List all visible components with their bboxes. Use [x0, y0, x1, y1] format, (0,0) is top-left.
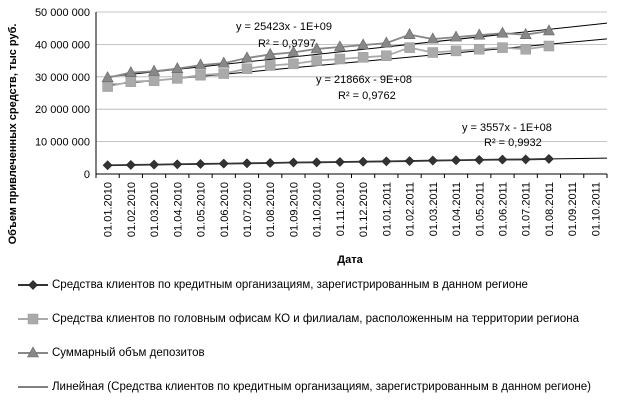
x-tick-label: 01.10.2010 [311, 182, 324, 238]
data-point-s1 [172, 73, 182, 83]
legend-label: Линейная (Средства клиентов по кредитным организациям, зарегистрированным в данном регионе) [52, 381, 591, 393]
data-point-s0 [196, 159, 205, 168]
data-point-s0 [521, 155, 530, 164]
legend-label: Средства клиентов по головным офисам КО и филиалам, расположенным на территории региона [52, 313, 580, 325]
y-tick-label: 20 000 000 [34, 104, 90, 117]
data-point-s1 [521, 44, 531, 54]
x-tick-label: 01.07.2010 [241, 182, 254, 238]
data-point-s1 [544, 41, 554, 51]
legend-item [18, 268, 623, 302]
data-point-s0 [219, 159, 228, 168]
trend-r-squared: R² = 0,9762 [338, 90, 396, 102]
x-tick-label: 01.05.2010 [195, 181, 208, 238]
data-point-s0 [312, 158, 321, 167]
data-point-s1 [451, 46, 461, 56]
legend-swatch [18, 278, 48, 292]
y-tick-label: 30 000 000 [34, 71, 90, 84]
x-tick-label: 01.12.2010 [358, 182, 371, 238]
x-tick-label: 01.04.2011 [451, 181, 464, 237]
data-point-s0 [452, 156, 461, 165]
x-tick-label: 01.07.2011 [520, 182, 533, 237]
data-point-s0 [498, 155, 507, 164]
x-tick-label: 01.02.2010 [125, 182, 138, 238]
data-point-s1 [497, 43, 507, 53]
legend [18, 268, 623, 404]
y-tick-label: 40 000 000 [34, 39, 90, 52]
data-point-s1 [196, 70, 206, 80]
legend-swatch [18, 312, 48, 326]
y-tick-label: 50 000 000 [34, 7, 90, 19]
data-point-s1 [126, 77, 136, 87]
x-tick-label: 01.08.2011 [543, 182, 556, 237]
trend-r-squared: R² = 0,9932 [484, 137, 542, 149]
x-tick-label: 01.01.2011 [381, 182, 394, 237]
data-point-s0 [266, 158, 275, 167]
data-point-s1 [474, 44, 484, 54]
y-axis-title: Объем привлеченных средств, тыс руб. [7, 23, 19, 245]
x-axis-title: Дата [337, 254, 363, 266]
data-point-s1 [335, 54, 345, 64]
data-point-s1 [358, 52, 368, 62]
data-point-s0 [242, 159, 251, 168]
x-tick-label: 01.04.2010 [172, 182, 185, 238]
legend-swatch [18, 346, 48, 360]
legend-marker [29, 281, 38, 290]
x-tick-label: 01.03.2011 [427, 182, 440, 237]
y-tick-label: 0 [83, 169, 90, 181]
data-point-s0 [103, 161, 112, 170]
trend-equation: y = 21866x - 9E+08 [316, 74, 413, 86]
x-tick-label: 01.10.2011 [590, 182, 603, 237]
data-point-s0 [475, 155, 484, 164]
legend-label: Средства клиентов по кредитным организациям, зарегистрированным в данном регионе [52, 279, 528, 291]
data-point-s0 [126, 160, 135, 169]
data-point-s1 [219, 69, 229, 79]
trend-r-squared: R² = 0,9797 [258, 38, 316, 50]
data-point-s1 [103, 82, 113, 92]
data-point-s0 [150, 160, 159, 169]
data-point-s2 [497, 27, 508, 37]
y-tick-label: 10 000 000 [34, 136, 90, 149]
x-tick-label: 01.06.2011 [497, 182, 510, 237]
data-point-s0 [173, 160, 182, 169]
trend-equation: y = 25423x - 1E+09 [236, 21, 333, 33]
data-point-s1 [312, 56, 322, 66]
x-tick-label: 01.05.2011 [474, 182, 487, 237]
data-point-s0 [289, 158, 298, 167]
data-point-s1 [265, 60, 275, 70]
data-point-s1 [405, 43, 415, 53]
data-point-s1 [242, 64, 252, 74]
x-tick-label: 01.08.2010 [265, 182, 278, 238]
x-tick-label: 01.01.2010 [102, 182, 115, 238]
data-point-s0 [382, 157, 391, 166]
data-point-s1 [428, 48, 438, 58]
x-tick-label: 01.11.2010 [334, 182, 347, 237]
legend-item [18, 302, 623, 336]
x-tick-label: 01.06.2010 [218, 182, 231, 238]
x-tick-label: 01.09.2010 [288, 182, 301, 238]
legend-label: Суммарный объм депозитов [52, 347, 205, 359]
x-tick-label: 01.03.2010 [149, 182, 162, 238]
trend-equation: y = 3557x - 1E+08 [462, 122, 552, 134]
legend-item [18, 336, 623, 370]
data-point-s0 [335, 158, 344, 167]
data-point-s0 [359, 157, 368, 166]
x-tick-label: 01.09.2011 [567, 182, 580, 237]
legend-marker [28, 314, 38, 324]
data-point-s1 [381, 51, 391, 61]
legend-item [18, 370, 623, 404]
data-point-s2 [404, 29, 415, 39]
data-point-s1 [149, 76, 159, 86]
data-point-s0 [544, 154, 553, 163]
legend-swatch [18, 380, 48, 394]
data-point-s0 [405, 157, 414, 166]
x-tick-label: 01.02.2011 [404, 182, 417, 237]
data-point-s1 [288, 59, 298, 69]
data-point-s0 [428, 156, 437, 165]
